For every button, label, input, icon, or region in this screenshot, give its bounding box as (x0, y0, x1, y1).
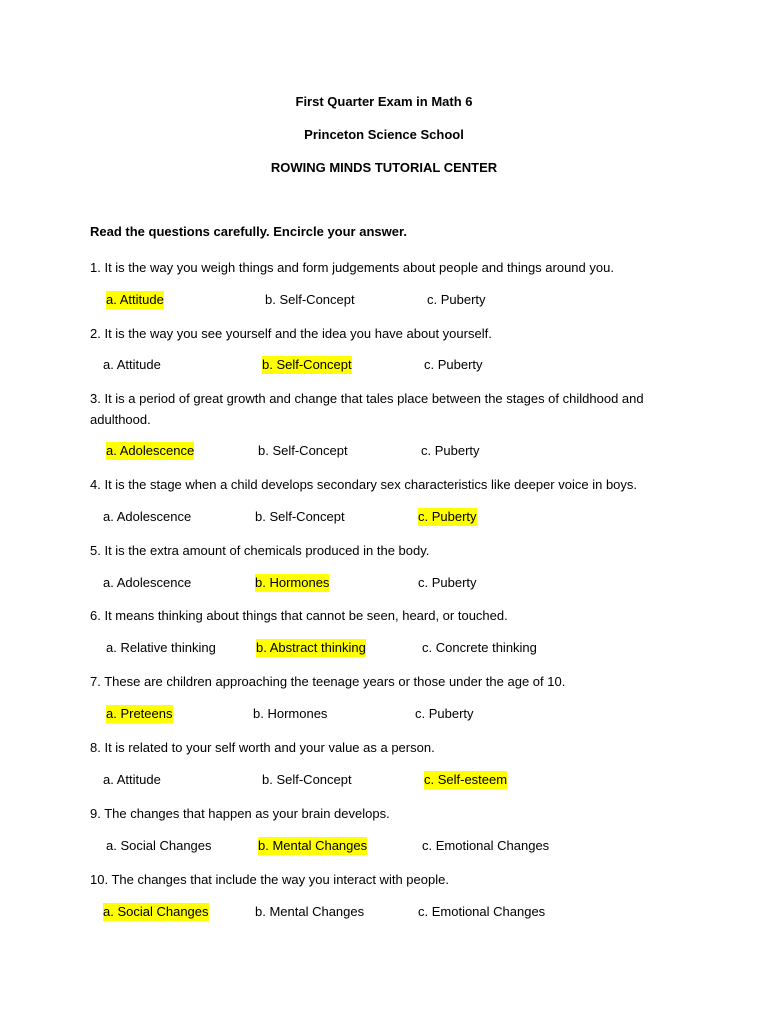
answer-choice-highlighted[interactable]: a. Social Changes (103, 904, 209, 919)
question-text: 1. It is the way you weigh things and form judgements about people and things around you. (90, 260, 614, 275)
question-text: 4. It is the stage when a child develops secondary sex characteristics like deeper voice in boys. (90, 477, 638, 492)
answer-choice[interactable]: b. Mental Changes (255, 904, 365, 919)
question-text: 9. The changes that happen as your brain develops. (90, 806, 390, 821)
answer-choice-highlighted[interactable]: a. Attitude (106, 292, 164, 307)
answer-choice-highlighted[interactable]: b. Hormones (255, 575, 330, 590)
answer-choice-highlighted[interactable]: c. Puberty (418, 509, 477, 524)
answer-choice-highlighted[interactable]: b. Self-Concept (262, 357, 352, 372)
answer-choice-highlighted[interactable]: b. Abstract thinking (256, 640, 366, 655)
answer-choice-highlighted[interactable]: c. Self-esteem (424, 772, 508, 787)
answer-choice[interactable]: a. Adolescence (103, 509, 192, 524)
question-text: 3. It is a period of great growth and change that tales place between the stages of childhood and adulthood. (90, 391, 644, 427)
answer-choice[interactable]: c. Puberty (415, 706, 474, 721)
answer-choice[interactable]: c. Puberty (418, 575, 477, 590)
answer-choice[interactable]: c. Concrete thinking (422, 640, 537, 655)
question-text: 8. It is related to your self worth and your value as a person. (90, 740, 435, 755)
answer-choice[interactable]: b. Self-Concept (262, 772, 352, 787)
answer-choice[interactable]: c. Puberty (427, 292, 486, 307)
answer-choice[interactable]: a. Social Changes (106, 838, 212, 853)
answer-choice[interactable]: a. Attitude (103, 772, 161, 787)
answer-choice[interactable]: c. Puberty (421, 443, 480, 458)
answer-choice[interactable]: b. Self-Concept (255, 509, 345, 524)
tutorial-center-name: ROWING MINDS TUTORIAL CENTER (270, 160, 498, 175)
answer-choice[interactable]: c. Puberty (424, 357, 483, 372)
answer-choice[interactable]: b. Self-Concept (258, 443, 348, 458)
answer-choice-highlighted[interactable]: b. Mental Changes (258, 838, 368, 853)
exam-title: First Quarter Exam in Math 6 (295, 94, 473, 109)
question-text: 2. It is the way you see yourself and the idea you have about yourself. (90, 326, 492, 341)
answer-choice[interactable]: c. Emotional Changes (418, 904, 546, 919)
question-text: 7. These are children approaching the teenage years or those under the age of 10. (90, 674, 566, 689)
school-name: Princeton Science School (304, 127, 464, 142)
answer-choice[interactable]: b. Hormones (253, 706, 328, 721)
instructions: Read the questions carefully. Encircle your answer. (90, 224, 407, 239)
answer-choice-highlighted[interactable]: a. Preteens (106, 706, 173, 721)
question-text: 6. It means thinking about things that cannot be seen, heard, or touched. (90, 608, 508, 623)
answer-choice-highlighted[interactable]: a. Adolescence (106, 443, 195, 458)
answer-choice[interactable]: b. Self-Concept (265, 292, 355, 307)
answer-choice[interactable]: a. Relative thinking (106, 640, 216, 655)
answer-choice[interactable]: a. Adolescence (103, 575, 192, 590)
question-text: 10. The changes that include the way you interact with people. (90, 872, 449, 887)
answer-choice[interactable]: a. Attitude (103, 357, 161, 372)
answer-choice[interactable]: c. Emotional Changes (422, 838, 550, 853)
question-text: 5. It is the extra amount of chemicals produced in the body. (90, 543, 430, 558)
